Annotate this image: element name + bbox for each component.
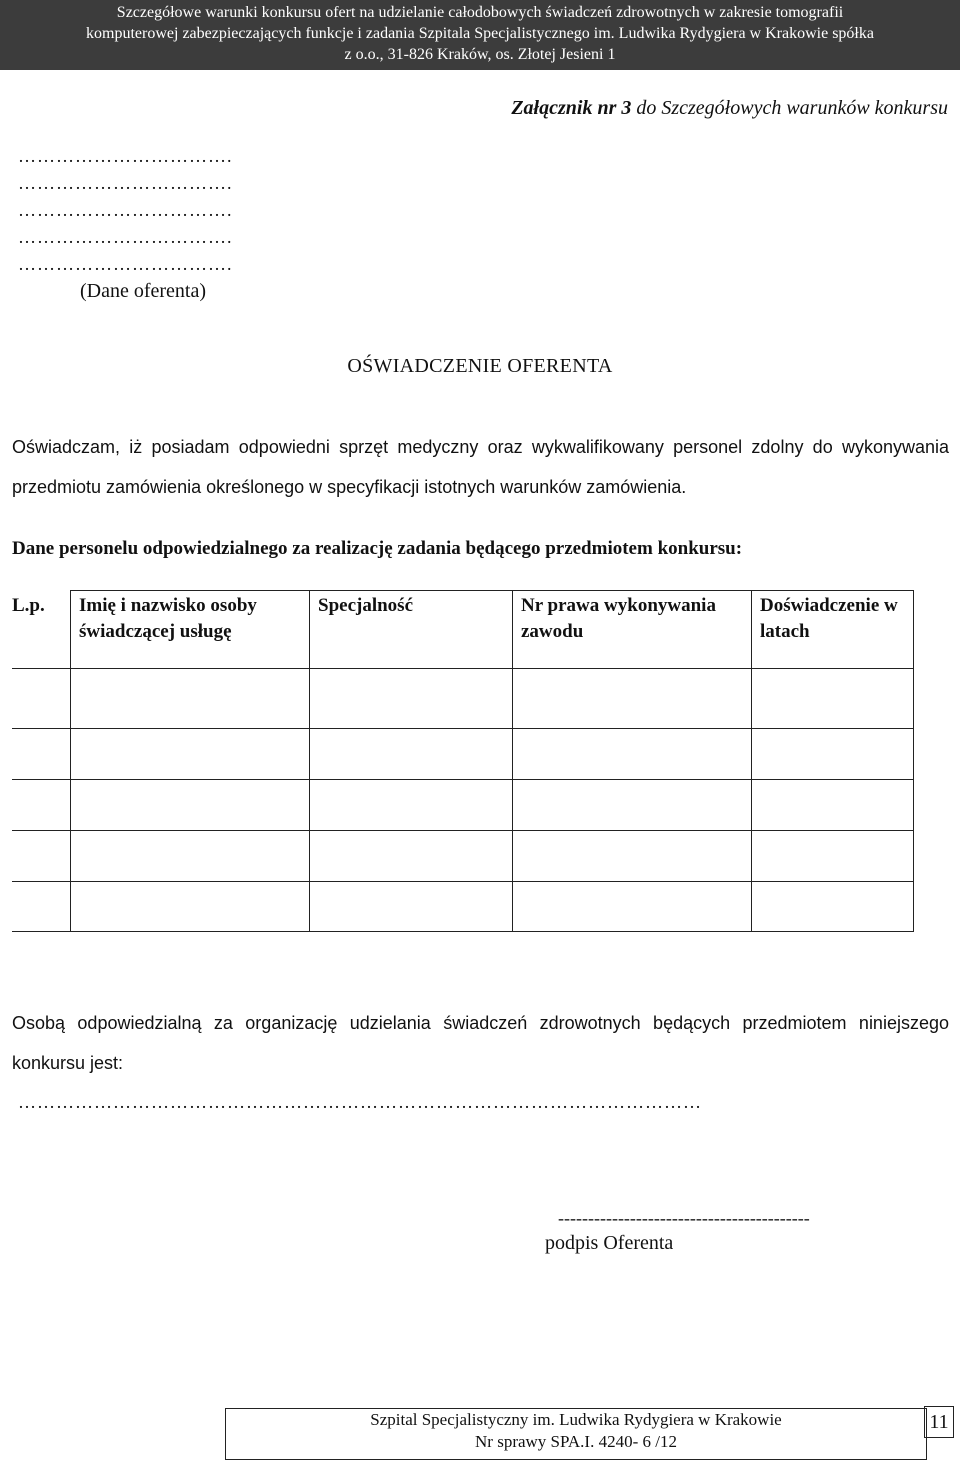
table-cell[interactable]: [71, 780, 310, 831]
table-cell[interactable]: [513, 669, 752, 729]
footer-line-1: Szpital Specjalistyczny im. Ludwika Rydygiera w Krakowie: [370, 1410, 782, 1429]
table-cell[interactable]: [310, 831, 513, 882]
offeror-dotted-line: …………………………….: [18, 227, 233, 247]
declaration-paragraph: Oświadczam, iż posiadam odpowiedni sprzęt medyczny oraz wykwalifikowany personel zdolny do wykonywania przedmiotu zamówienia określonego w specyfikacji istotnych warunków zamówienia.: [12, 437, 949, 497]
table-cell[interactable]: [513, 831, 752, 882]
table-row: [12, 882, 914, 932]
header-experience: Doświadczenie w latach: [752, 591, 914, 669]
table-cell[interactable]: [513, 882, 752, 932]
table-cell[interactable]: [310, 729, 513, 780]
table-cell[interactable]: [752, 669, 914, 729]
table-cell[interactable]: [513, 729, 752, 780]
table-cell[interactable]: [71, 729, 310, 780]
responsible-person-paragraph: Osobą odpowiedzialną za organizację udzielania świadczeń zdrowotnych będących przedmiotem niniejszego konkursu jest:: [12, 1013, 949, 1073]
offeror-dotted-line: …………………………….: [18, 146, 233, 166]
footer-line-2: Nr sprawy SPA.I. 4240- 6 /12: [475, 1432, 677, 1451]
table-cell[interactable]: [310, 882, 513, 932]
table-cell[interactable]: [71, 669, 310, 729]
page-number: 11: [924, 1406, 954, 1438]
table-cell[interactable]: [752, 780, 914, 831]
header-line-2: komputerowej zabezpieczających funkcje i zadania Szpitala Specjalistycznego im. Ludwika Rydygiera w Krakowie spółka: [86, 25, 874, 42]
table-cell[interactable]: [12, 882, 71, 932]
header-specialty: Specjalność: [310, 591, 513, 669]
table-cell[interactable]: [71, 831, 310, 882]
annex-rest: do Szczegółowych warunków konkursu: [631, 97, 948, 119]
table-cell[interactable]: [12, 669, 71, 729]
staff-table: [12, 590, 914, 932]
annex-number: Załącznik nr 3: [511, 97, 632, 119]
table-cell[interactable]: [310, 780, 513, 831]
table-cell[interactable]: [752, 831, 914, 882]
header-line-3: z o.o., 31-826 Kraków, os. Złotej Jesieni 1: [344, 46, 616, 63]
staff-heading: Dane personelu odpowiedzialnego za realizację zadania będącego przedmiotem konkursu:: [12, 538, 743, 559]
table-cell[interactable]: [752, 882, 914, 932]
header-lp: L.p.: [12, 591, 71, 669]
offeror-dotted-line: …………………………….: [18, 173, 233, 193]
table-row: [12, 831, 914, 882]
table-cell[interactable]: [12, 780, 71, 831]
page-footer: [225, 1408, 927, 1460]
header-name: Imię i nazwisko osoby świadczącej usługę: [71, 591, 310, 669]
offeror-data-lines: [18, 146, 233, 281]
table-cell[interactable]: [310, 669, 513, 729]
header-license-number: Nr prawa wykonywania zawodu: [513, 591, 752, 669]
annex-label: [511, 97, 948, 120]
signature-label: podpis Oferenta: [545, 1232, 674, 1254]
table-row: [12, 669, 914, 729]
table-cell[interactable]: [513, 780, 752, 831]
signature-line: ------------------------------------------: [558, 1208, 810, 1228]
offeror-dotted-line: …………………………….: [18, 254, 233, 274]
document-header: [0, 0, 960, 70]
offeror-dotted-line: …………………………….: [18, 200, 233, 220]
table-header-row: [12, 591, 914, 669]
offeror-caption: (Dane oferenta): [80, 280, 207, 302]
responsible-person-dotted-line: ………………………………………………………………………………………………: [18, 1092, 702, 1112]
table-cell[interactable]: [752, 729, 914, 780]
table-cell[interactable]: [12, 729, 71, 780]
table-row: [12, 780, 914, 831]
document-title: OŚWIADCZENIE OFERENTA: [347, 355, 613, 377]
header-line-1: Szczegółowe warunki konkursu ofert na udzielanie całodobowych świadczeń zdrowotnych w zakresie tomografii: [116, 4, 844, 21]
table-cell[interactable]: [71, 882, 310, 932]
table-row: [12, 729, 914, 780]
table-cell[interactable]: [12, 831, 71, 882]
